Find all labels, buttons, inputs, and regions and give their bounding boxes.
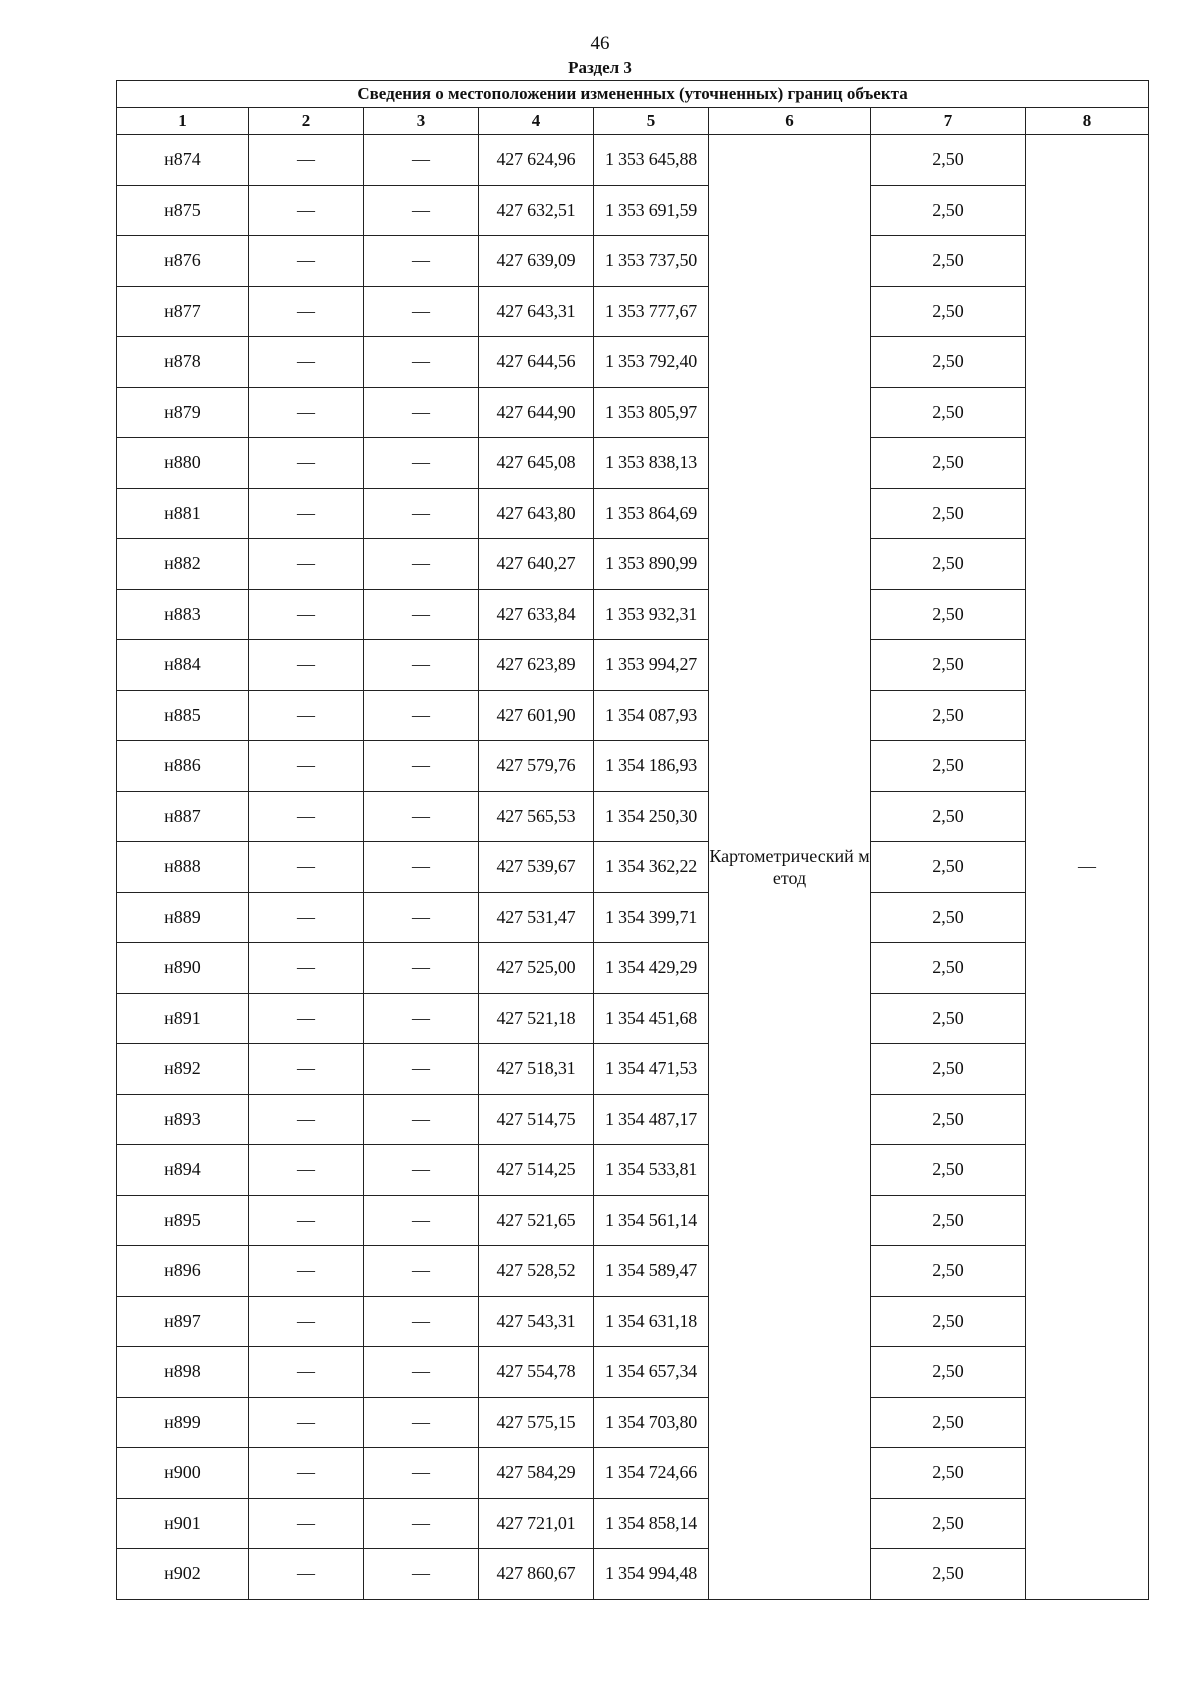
cell-point-name: н885 <box>117 690 249 741</box>
cell-col3: — <box>364 488 479 539</box>
cell-accuracy: 2,50 <box>871 1044 1026 1095</box>
cell-col3: — <box>364 1498 479 1549</box>
cell-x-coordinate: 427 539,67 <box>479 842 594 893</box>
cell-col3: — <box>364 236 479 287</box>
cell-x-coordinate: 427 721,01 <box>479 1498 594 1549</box>
cell-col3: — <box>364 539 479 590</box>
table-row <box>117 236 1149 287</box>
cell-x-coordinate: 427 579,76 <box>479 741 594 792</box>
cell-col3: — <box>364 993 479 1044</box>
column-number-1: 1 <box>117 108 249 135</box>
table-row <box>117 1195 1149 1246</box>
cell-accuracy: 2,50 <box>871 640 1026 691</box>
cell-point-name: н878 <box>117 337 249 388</box>
cell-point-name: н880 <box>117 438 249 489</box>
cell-col2: — <box>249 1044 364 1095</box>
cell-col3: — <box>364 1195 479 1246</box>
cell-col3: — <box>364 337 479 388</box>
cell-accuracy: 2,50 <box>871 1498 1026 1549</box>
cell-accuracy: 2,50 <box>871 1145 1026 1196</box>
cell-accuracy: 2,50 <box>871 943 1026 994</box>
cell-accuracy: 2,50 <box>871 993 1026 1044</box>
cell-col2: — <box>249 741 364 792</box>
cell-x-coordinate: 427 518,31 <box>479 1044 594 1095</box>
cell-col2: — <box>249 943 364 994</box>
cell-point-name: н875 <box>117 185 249 236</box>
cell-x-coordinate: 427 645,08 <box>479 438 594 489</box>
cell-col3: — <box>364 1145 479 1196</box>
cell-col3: — <box>364 690 479 741</box>
cell-y-coordinate: 1 354 429,29 <box>594 943 709 994</box>
cell-y-coordinate: 1 354 858,14 <box>594 1498 709 1549</box>
table-row <box>117 943 1149 994</box>
cell-col2: — <box>249 1094 364 1145</box>
cell-x-coordinate: 427 624,96 <box>479 135 594 186</box>
cell-y-coordinate: 1 353 777,67 <box>594 286 709 337</box>
cell-point-name: н884 <box>117 640 249 691</box>
cell-point-name: н886 <box>117 741 249 792</box>
cell-col3: — <box>364 387 479 438</box>
cell-accuracy: 2,50 <box>871 337 1026 388</box>
cell-point-name: н876 <box>117 236 249 287</box>
cell-col2: — <box>249 842 364 893</box>
cell-x-coordinate: 427 639,09 <box>479 236 594 287</box>
cell-point-name: н888 <box>117 842 249 893</box>
table-row <box>117 286 1149 337</box>
cell-x-coordinate: 427 521,18 <box>479 993 594 1044</box>
cell-point-name: н902 <box>117 1549 249 1600</box>
cell-y-coordinate: 1 354 362,22 <box>594 842 709 893</box>
page-number: 46 <box>590 33 610 54</box>
cell-y-coordinate: 1 354 724,66 <box>594 1448 709 1499</box>
cell-point-name: н899 <box>117 1397 249 1448</box>
cell-accuracy: 2,50 <box>871 387 1026 438</box>
table-row <box>117 1397 1149 1448</box>
cell-accuracy: 2,50 <box>871 286 1026 337</box>
cell-col3: — <box>364 791 479 842</box>
cell-col3: — <box>364 185 479 236</box>
cell-x-coordinate: 427 640,27 <box>479 539 594 590</box>
cell-col2: — <box>249 387 364 438</box>
cell-y-coordinate: 1 353 805,97 <box>594 387 709 438</box>
table-row <box>117 741 1149 792</box>
cell-x-coordinate: 427 575,15 <box>479 1397 594 1448</box>
cell-y-coordinate: 1 353 691,59 <box>594 185 709 236</box>
cell-col3: — <box>364 640 479 691</box>
cell-col3: — <box>364 1246 479 1297</box>
cell-y-coordinate: 1 354 487,17 <box>594 1094 709 1145</box>
cell-col2: — <box>249 993 364 1044</box>
cell-x-coordinate: 427 601,90 <box>479 690 594 741</box>
cell-accuracy: 2,50 <box>871 1397 1026 1448</box>
cell-col3: — <box>364 943 479 994</box>
cell-col3: — <box>364 1296 479 1347</box>
cell-point-name: н881 <box>117 488 249 539</box>
column-number-8: 8 <box>1026 108 1149 135</box>
cell-point-name: н898 <box>117 1347 249 1398</box>
cell-col8: — <box>1026 135 1149 1600</box>
cell-col2: — <box>249 1246 364 1297</box>
cell-col3: — <box>364 438 479 489</box>
cell-col2: — <box>249 1498 364 1549</box>
cell-col3: — <box>364 1448 479 1499</box>
cell-col2: — <box>249 892 364 943</box>
cell-y-coordinate: 1 353 890,99 <box>594 539 709 590</box>
table-caption: Сведения о местоположении измененных (уточненных) границ объекта <box>117 81 1149 108</box>
cell-col3: — <box>364 135 479 186</box>
cell-accuracy: 2,50 <box>871 185 1026 236</box>
cell-col2: — <box>249 791 364 842</box>
cell-x-coordinate: 427 643,80 <box>479 488 594 539</box>
cell-col2: — <box>249 1397 364 1448</box>
cell-y-coordinate: 1 353 864,69 <box>594 488 709 539</box>
cell-y-coordinate: 1 353 645,88 <box>594 135 709 186</box>
cell-col3: — <box>364 1549 479 1600</box>
table-row <box>117 185 1149 236</box>
cell-x-coordinate: 427 514,25 <box>479 1145 594 1196</box>
table-row <box>117 135 1149 186</box>
cell-col2: — <box>249 438 364 489</box>
cell-y-coordinate: 1 353 994,27 <box>594 640 709 691</box>
cell-accuracy: 2,50 <box>871 135 1026 186</box>
cell-x-coordinate: 427 514,75 <box>479 1094 594 1145</box>
cell-col3: — <box>364 892 479 943</box>
cell-x-coordinate: 427 543,31 <box>479 1296 594 1347</box>
cell-col3: — <box>364 741 479 792</box>
cell-accuracy: 2,50 <box>871 488 1026 539</box>
table-row <box>117 892 1149 943</box>
cell-col2: — <box>249 539 364 590</box>
table-row <box>117 1296 1149 1347</box>
cell-point-name: н893 <box>117 1094 249 1145</box>
cell-x-coordinate: 427 565,53 <box>479 791 594 842</box>
table-row <box>117 993 1149 1044</box>
cell-x-coordinate: 427 584,29 <box>479 1448 594 1499</box>
table-row <box>117 791 1149 842</box>
cell-col2: — <box>249 640 364 691</box>
cell-accuracy: 2,50 <box>871 539 1026 590</box>
cell-point-name: н887 <box>117 791 249 842</box>
cell-col2: — <box>249 1549 364 1600</box>
cell-point-name: н895 <box>117 1195 249 1246</box>
table-row <box>117 1448 1149 1499</box>
cell-method: Картометрический метод <box>709 135 871 1600</box>
cell-x-coordinate: 427 632,51 <box>479 185 594 236</box>
cell-y-coordinate: 1 354 589,47 <box>594 1246 709 1297</box>
cell-point-name: н890 <box>117 943 249 994</box>
cell-accuracy: 2,50 <box>871 741 1026 792</box>
table-row <box>117 1498 1149 1549</box>
cell-y-coordinate: 1 354 561,14 <box>594 1195 709 1246</box>
cell-y-coordinate: 1 353 792,40 <box>594 337 709 388</box>
cell-x-coordinate: 427 528,52 <box>479 1246 594 1297</box>
cell-accuracy: 2,50 <box>871 236 1026 287</box>
cell-point-name: н877 <box>117 286 249 337</box>
cell-accuracy: 2,50 <box>871 842 1026 893</box>
cell-y-coordinate: 1 354 533,81 <box>594 1145 709 1196</box>
cell-col2: — <box>249 690 364 741</box>
cell-y-coordinate: 1 353 737,50 <box>594 236 709 287</box>
cell-point-name: н896 <box>117 1246 249 1297</box>
cell-y-coordinate: 1 354 250,30 <box>594 791 709 842</box>
cell-point-name: н897 <box>117 1296 249 1347</box>
cell-y-coordinate: 1 353 932,31 <box>594 589 709 640</box>
table-row <box>117 1145 1149 1196</box>
cell-x-coordinate: 427 644,90 <box>479 387 594 438</box>
cell-y-coordinate: 1 354 657,34 <box>594 1347 709 1398</box>
cell-col3: — <box>364 1347 479 1398</box>
cell-point-name: н883 <box>117 589 249 640</box>
section-title: Раздел 3 <box>568 58 632 77</box>
cell-col2: — <box>249 185 364 236</box>
cell-col3: — <box>364 589 479 640</box>
cell-col3: — <box>364 286 479 337</box>
table-row <box>117 387 1149 438</box>
cell-point-name: н874 <box>117 135 249 186</box>
table-row <box>117 589 1149 640</box>
cell-x-coordinate: 427 521,65 <box>479 1195 594 1246</box>
cell-point-name: н892 <box>117 1044 249 1095</box>
cell-y-coordinate: 1 354 994,48 <box>594 1549 709 1600</box>
cell-x-coordinate: 427 633,84 <box>479 589 594 640</box>
table-row <box>117 337 1149 388</box>
cell-y-coordinate: 1 354 451,68 <box>594 993 709 1044</box>
cell-point-name: н889 <box>117 892 249 943</box>
cell-accuracy: 2,50 <box>871 1246 1026 1297</box>
cell-point-name: н882 <box>117 539 249 590</box>
cell-x-coordinate: 427 643,31 <box>479 286 594 337</box>
cell-accuracy: 2,50 <box>871 589 1026 640</box>
table-row <box>117 1549 1149 1600</box>
column-number-3: 3 <box>364 108 479 135</box>
table-row <box>117 1094 1149 1145</box>
table-row <box>117 1246 1149 1297</box>
cell-accuracy: 2,50 <box>871 1347 1026 1398</box>
table-row <box>117 640 1149 691</box>
cell-accuracy: 2,50 <box>871 438 1026 489</box>
cell-accuracy: 2,50 <box>871 791 1026 842</box>
cell-x-coordinate: 427 525,00 <box>479 943 594 994</box>
cell-col2: — <box>249 236 364 287</box>
cell-point-name: н879 <box>117 387 249 438</box>
column-number-2: 2 <box>249 108 364 135</box>
cell-accuracy: 2,50 <box>871 1448 1026 1499</box>
cell-x-coordinate: 427 554,78 <box>479 1347 594 1398</box>
cell-accuracy: 2,50 <box>871 690 1026 741</box>
cell-col2: — <box>249 1296 364 1347</box>
table-row <box>117 438 1149 489</box>
cell-y-coordinate: 1 354 087,93 <box>594 690 709 741</box>
cell-col3: — <box>364 1094 479 1145</box>
cell-y-coordinate: 1 354 399,71 <box>594 892 709 943</box>
cell-col2: — <box>249 589 364 640</box>
cell-x-coordinate: 427 531,47 <box>479 892 594 943</box>
cell-col2: — <box>249 488 364 539</box>
table-body <box>117 135 1149 1600</box>
table-row <box>117 539 1149 590</box>
boundary-table <box>116 80 1149 1600</box>
cell-col2: — <box>249 286 364 337</box>
cell-col2: — <box>249 1195 364 1246</box>
table-row <box>117 842 1149 893</box>
table-row <box>117 1044 1149 1095</box>
cell-accuracy: 2,50 <box>871 1094 1026 1145</box>
cell-col2: — <box>249 337 364 388</box>
cell-y-coordinate: 1 353 838,13 <box>594 438 709 489</box>
cell-point-name: н901 <box>117 1498 249 1549</box>
cell-col2: — <box>249 1347 364 1398</box>
cell-point-name: н891 <box>117 993 249 1044</box>
table-row <box>117 1347 1149 1398</box>
cell-y-coordinate: 1 354 471,53 <box>594 1044 709 1095</box>
table-row <box>117 488 1149 539</box>
cell-x-coordinate: 427 644,56 <box>479 337 594 388</box>
cell-x-coordinate: 427 860,67 <box>479 1549 594 1600</box>
cell-col3: — <box>364 1397 479 1448</box>
cell-accuracy: 2,50 <box>871 892 1026 943</box>
cell-x-coordinate: 427 623,89 <box>479 640 594 691</box>
column-number-4: 4 <box>479 108 594 135</box>
cell-col2: — <box>249 1448 364 1499</box>
column-number-5: 5 <box>594 108 709 135</box>
cell-accuracy: 2,50 <box>871 1549 1026 1600</box>
cell-col2: — <box>249 1145 364 1196</box>
column-number-7: 7 <box>871 108 1026 135</box>
cell-col3: — <box>364 842 479 893</box>
table-row <box>117 690 1149 741</box>
cell-point-name: н900 <box>117 1448 249 1499</box>
cell-y-coordinate: 1 354 631,18 <box>594 1296 709 1347</box>
cell-point-name: н894 <box>117 1145 249 1196</box>
cell-accuracy: 2,50 <box>871 1195 1026 1246</box>
cell-y-coordinate: 1 354 186,93 <box>594 741 709 792</box>
cell-accuracy: 2,50 <box>871 1296 1026 1347</box>
cell-col2: — <box>249 135 364 186</box>
column-number-6: 6 <box>709 108 871 135</box>
cell-col3: — <box>364 1044 479 1095</box>
cell-y-coordinate: 1 354 703,80 <box>594 1397 709 1448</box>
